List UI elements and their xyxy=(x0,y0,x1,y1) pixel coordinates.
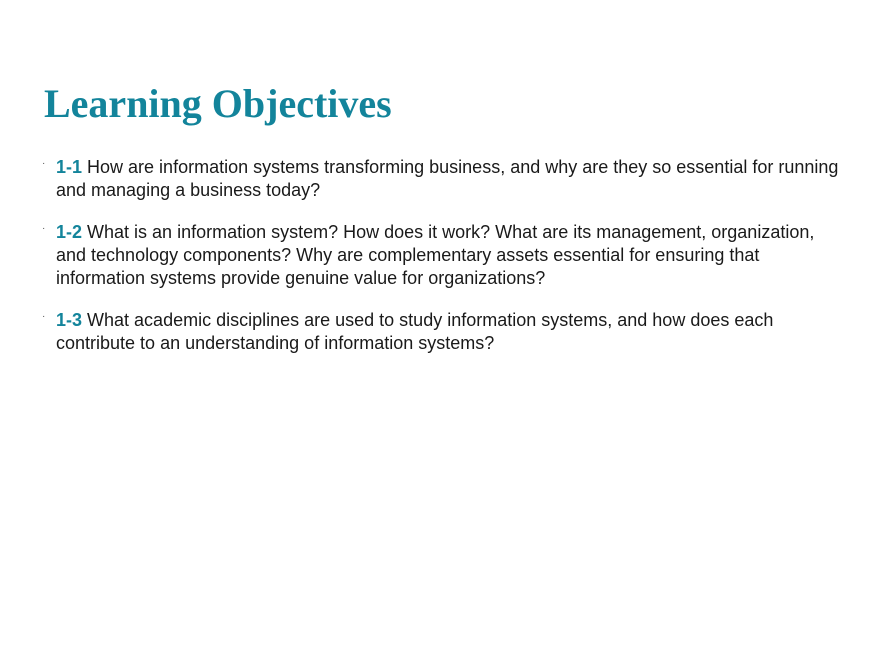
bullet-icon: · xyxy=(42,311,46,322)
objective-number: 1-3 xyxy=(56,310,83,330)
objective-text: How are information systems transforming business, and why are they so essential for running and managing a business today? xyxy=(56,157,839,200)
objective-number: 1-1 xyxy=(56,157,83,177)
slide-title: Learning Objectives xyxy=(44,81,392,126)
bullet-icon: · xyxy=(42,158,46,169)
objectives-list xyxy=(42,156,846,374)
objective-number: 1-2 xyxy=(56,222,83,242)
objective-item xyxy=(42,309,846,355)
bullet-icon: · xyxy=(42,223,46,234)
objective-item xyxy=(42,156,846,202)
objective-text: What academic disciplines are used to study information systems, and how does each contribute to an understanding of information systems? xyxy=(56,310,774,353)
objective-text: What is an information system? How does it work? What are its management, organization, and technology components? Why are complementary assets essential for ensuring that information systems provide genuine value for organizations? xyxy=(56,222,815,288)
objective-item xyxy=(42,221,846,290)
